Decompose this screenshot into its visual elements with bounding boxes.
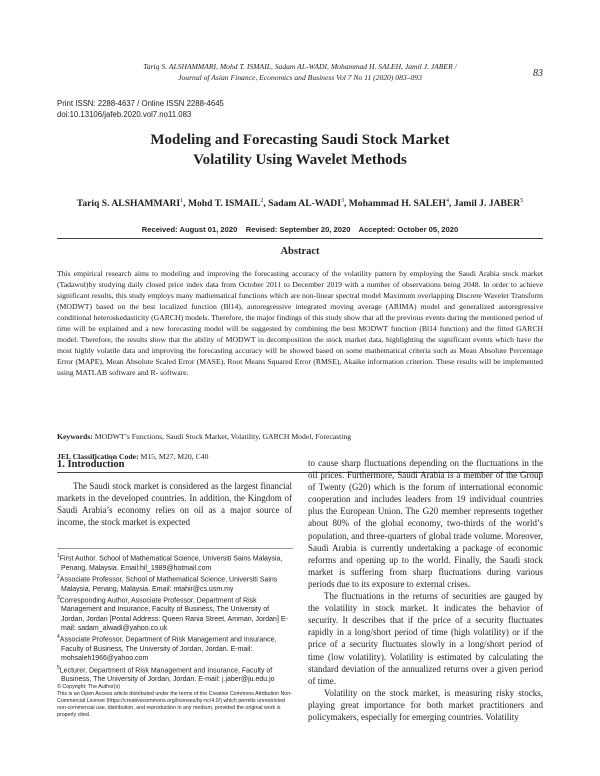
issn-line: Print ISSN: 2288-4637 / Online ISSN 2288-4645 [57,99,224,108]
running-header-journal: Journal of Asian Finance, Economics and Business Vol 7 No 11 (2020) 083–093 [178,73,422,82]
footnote-text: First Author. School of Mathematical Science, Universiti Sains Malaysia, Penang, Malaysia. Email:hil_1989@hotmail.com [59,555,283,572]
author-separator: , [183,198,188,210]
footnote-text: Associate Professor, Department of Risk Management and Insurance, Faculty of Business, The University of Jordan, Jordan. E-mail: mohsaleh1966@yahoo.com [59,636,277,663]
intro-paragraph-1: The Saudi stock market is considered as the largest financial markets in the developed countries. In addition, the Kingdom of Saudi Arabia’s economy relies on oil as a major source of income, the stock market is expected [57,481,292,528]
author-separator: , [449,198,454,210]
footnote-text: Lecturer, Department of Risk Management and Insurance, Faculty of Business, The University of Jordan, Jordan. E-mail: j.jaber@ju.edu.jo [59,666,275,684]
keywords-text: MODWT’s Functions, Saudi Stock Market, Volatility, GARCH Model, Forecasting [92,432,352,441]
footnote [57,664,293,685]
author-affiliation-mark: 2 [260,198,264,204]
footnote [57,633,293,663]
intro-paragraph-continued: to cause sharp fluctuations depending on the fluctuations in the oil prices. Furthermore, Saudi Arabia is a member of the Group of Twenty (G20) which is the forum of international economic cooperation and includes leaders from 19 individual countries plus the European Union. The G20 member represents together about 80% of the global economy, two-thirds of the world’s population, and three-quarters of global trade volume. Moreover, Saudi Arabia is currently undertaking a package of economic reforms and opening up to the world. Finally, the Saudi stock market is suffering from sharp fluctuations during various periods due to its exposure to external crises. [308,458,543,589]
abstract-text: This empirical research aims to modeling and improving the forecasting accuracy of the volatility pattern by employing the Saudi Arabia stock market (Tadawul)by studying daily closed price index data from October 2011 to December 2019 with a number of observations being 2048. In order to achieve significant results, this study employs many mathematical functions which are non-linear spectral model Maximum overlapping Discrete Wavelet Transform (MODWT) based on the best localized function (Bl14), autoregressive integrated moving average (ARIMA) model and generalized autoregressive conditional heteroskedasticity (GARCH) models. Therefore, the major findings of this study show that all the previous events during the mentioned period of time will be explained and a new forecasting model will be suggested by combining the best MODWT function (Bl14 function) and the fitted GARCH model. Therefore, the results show that the ability of MODWT in decomposition the stock market data, highlighting the significant events which have the most highly volatile data and improving the forecasting accuracy will be showed based on some mathematical criteria such as Mean Absolute Percentage Error (MAPE), Mean Absolute Scaled Error (MASE), Root Means Squared Error (RMSE), Akaike information criterion. These results will be implemented using MATLAB software and R- software. [57,269,543,377]
title-line-2: Volatility Using Wavelet Methods [193,151,407,168]
doi-line: doi:10.13106/jafeb.2020.vol7.no11.083 [57,109,192,119]
footnote-rule [57,548,293,549]
jel-label: JEL Classification Code: [57,452,139,461]
footnote-mark: 1 [57,553,60,559]
author-name: Sadam AL-WADI [268,198,341,210]
author-affiliation-mark: 5 [520,198,524,204]
section-heading-introduction: 1. Introduction [57,459,125,470]
keywords [57,432,543,441]
paper-title [40,131,560,170]
page-number: 83 [533,68,543,79]
footnote [57,594,293,634]
keywords-label: Keywords: [57,432,93,441]
footnote-text: Corresponding Author, Associate Professor, Department of Risk Management and Insurance, Faculty of Business, The University of Jordan, Jordan [Postal Address: Queen Rania Street, Amman, Jordan] E-mail: sadam_alwadi@yahoo.co.uk [59,597,288,633]
intro-paragraph-3: Volatility on the stock market, is measuring risky stocks, playing great importance for both market practitioners and policymakers, especially for emerging countries. Volatility [308,687,543,722]
intro-paragraph-2: The fluctuations in the returns of securities are gauged by the volatility in stock market. It indicates the behavior of security. It describes that if the price of a security fluctuates rapidly in a long/short period of time (high volatility) or if the price of a security fluctuates slowly in a long/short period of time (low volatility). Volatility is estimated by calculating the standard deviation of the annualized returns over a given period of time. [308,591,543,686]
running-header [60,61,540,83]
submission-dates: Received: August 01, 2020 Revised: September 20, 2020 Accepted: October 05, 2020 [141,225,459,234]
author-list [30,198,570,209]
footnote-mark: 4 [57,634,60,641]
author-separator: , [263,198,269,210]
left-column [57,480,292,528]
footnote [57,573,293,594]
abstract-heading: Abstract [280,246,320,257]
footnote-mark: 5 [57,664,60,671]
running-header-authors: Tariq S. ALSHAMMARI, Mohd T. ISMAIL, Sadam AL-WADI, Mohammad H. SALEH, Jamil J. JABER / [143,62,457,71]
footnote-text: Associate Professor, School of Mathematical Science, Universiti Sains Malaysia, Penang, Malaysia. Email: mtahir@cs.usm.my [59,576,278,593]
footnote-mark: 3 [57,594,60,601]
abstract-top-rule [57,238,543,239]
author-separator: , [343,198,349,210]
footnote-mark: 2 [57,573,60,580]
footnote [57,552,293,573]
title-line-1: Modeling and Forecasting Saudi Stock Market [150,132,450,148]
right-column [308,457,543,723]
license-text: This is an Open Access article distributed under the terms of the Creative Commons Attribution Non-Commercial License (https://creativecommons.org/licenses/by-nc/4.0/) which permits unrestricted non-commercial use, distribution, and reproduction in any medium, provided the original work is properly cited. [57,691,292,718]
author-name: Jamil J. JABER [453,198,521,210]
issn-block [57,99,224,120]
jel-codes: M15, M27, M20, C40 [138,452,209,461]
author-affiliation-mark: 1 [180,198,184,204]
copyright-line: © Copyright: The Author(s) [57,684,120,690]
author-affiliation-mark: 4 [446,198,450,204]
author-name: Mohammad H. SALEH [348,198,447,210]
author-affiliation-mark: 3 [340,198,344,204]
author-name: Tariq S. ALSHAMMARI [76,198,181,210]
footnotes [57,552,293,685]
copyright-notice [57,684,293,719]
author-name: Mohd T. ISMAIL [187,198,261,210]
